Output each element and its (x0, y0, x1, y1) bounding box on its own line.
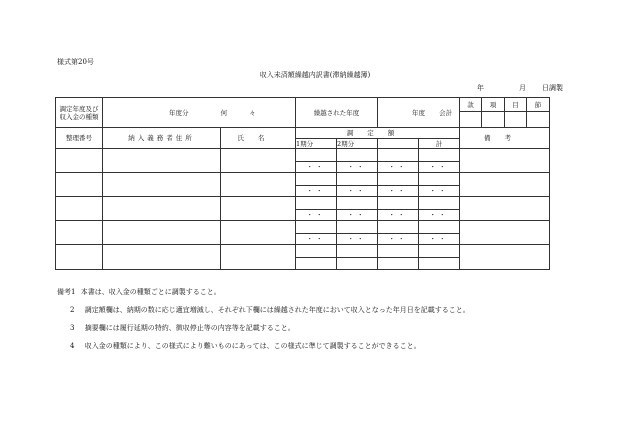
carried-year-label: 繰越された年度 (296, 98, 378, 128)
receipt-date-cell (419, 258, 460, 270)
amount-cell (419, 197, 460, 210)
amount-cell (296, 173, 337, 186)
receipt-date-placeholder: ・・ (419, 210, 460, 221)
name-cell (221, 197, 296, 221)
note-text: 摘要欄には履行延期の特約、徴収停止等の内容等を記載すること。 (84, 324, 295, 332)
fiscal-year-label-cell (56, 98, 103, 128)
amount-cell (337, 197, 378, 210)
receipt-date-cell (378, 258, 419, 270)
receipt-date-placeholder: ・・ (419, 186, 460, 197)
table-row (56, 221, 550, 234)
table-row (56, 173, 550, 186)
receipt-date-placeholder: ・・ (378, 210, 419, 221)
note-number: 4 (70, 342, 75, 350)
form-number: 様式第20号 (57, 58, 94, 66)
amount-cell (337, 149, 378, 162)
carryover-form-table (55, 97, 550, 270)
receipt-date-placeholder: ・・ (378, 234, 419, 245)
amount-cell (296, 245, 337, 258)
note-item (70, 342, 421, 351)
remarks-cell (460, 173, 550, 197)
budget-header-kan: 款 (460, 98, 482, 112)
note-number: 備考1 (57, 288, 76, 296)
col-period2: 2期分 (337, 139, 378, 149)
col-payer-address: 納入義務者住所 (103, 128, 221, 149)
note-number: 3 (70, 324, 75, 332)
amount-cell (337, 173, 378, 186)
name-cell (221, 149, 296, 173)
receipt-date-placeholder: ・・ (296, 234, 337, 245)
budget-header-kou: 項 (482, 98, 505, 112)
col-total: 計 (419, 139, 460, 149)
receipt-date-placeholder: ・・ (419, 162, 460, 173)
col-name: 氏名 (221, 128, 296, 149)
col-serial-number: 整理番号 (56, 128, 103, 149)
receipt-date-cell (337, 258, 378, 270)
table-row (56, 245, 550, 258)
receipt-date-placeholder: ・・ (337, 234, 378, 245)
header-row-fiscal (56, 98, 550, 112)
serial-cell (56, 221, 103, 245)
amount-cell (337, 245, 378, 258)
amount-cell (296, 149, 337, 162)
receipt-date-placeholder: ・・ (337, 162, 378, 173)
amount-cell (419, 173, 460, 186)
budget-header-moku: 目 (505, 98, 527, 112)
amount-cell (337, 221, 378, 234)
address-cell (103, 149, 221, 173)
document-title: 収入未済額繰越内訳書(滞納繰越簿) (259, 71, 371, 79)
date-month-label: 月 (519, 84, 526, 92)
receipt-date-placeholder: ・・ (296, 162, 337, 173)
receipt-date-placeholder: ・・ (378, 162, 419, 173)
table-row (56, 197, 550, 210)
budget-kan-value (460, 112, 482, 128)
amount-cell (378, 245, 419, 258)
serial-cell (56, 197, 103, 221)
receipt-date-placeholder: ・・ (337, 186, 378, 197)
note-item (70, 324, 295, 333)
col-period-blank (378, 139, 419, 149)
address-cell (103, 221, 221, 245)
amount-cell (419, 221, 460, 234)
amount-cell (378, 221, 419, 234)
receipt-date-placeholder: ・・ (296, 210, 337, 221)
fiscal-year-value: 年度分 (169, 108, 189, 117)
amount-cell (378, 197, 419, 210)
fiscal-year-label-line2: 収入金の種類 (59, 112, 99, 121)
receipt-date-cell (296, 258, 337, 270)
name-cell (221, 221, 296, 245)
note-text: 収入金の種類により、この様式により難いものにあっては、この様式に準じて調製することができること。 (84, 342, 421, 350)
amount-cell (378, 173, 419, 186)
col-remarks: 備考 (460, 128, 550, 149)
remarks-cell (460, 245, 550, 270)
amount-cell (378, 149, 419, 162)
budget-moku-value (505, 112, 527, 128)
accounting-label: 会計 (439, 108, 453, 117)
date-day-made-label: 日調製 (542, 84, 563, 92)
serial-cell (56, 245, 103, 270)
amount-cell (296, 221, 337, 234)
column-header-row (56, 128, 550, 139)
address-cell (103, 245, 221, 270)
note-item (57, 288, 221, 297)
note-number: 2 (70, 306, 75, 314)
fiscal-year-value-cell (103, 98, 296, 128)
note-item (70, 306, 470, 315)
kind-repeat-mark: 々 (249, 108, 256, 117)
note-text: 調定額欄は、納期の数に応じ適宜増減し、それぞれ下欄には繰越された年度において収入となった年月日を記載すること。 (84, 306, 470, 314)
serial-cell (56, 173, 103, 197)
col-period1: 1期分 (296, 139, 337, 149)
amount-cell (419, 149, 460, 162)
table-row (56, 149, 550, 162)
remarks-cell (460, 221, 550, 245)
receipt-date-placeholder: ・・ (337, 210, 378, 221)
kind-value: 何 (220, 108, 228, 117)
budget-setsu-value (527, 112, 550, 128)
carried-year-value-cell (378, 98, 460, 128)
receipt-date-placeholder: ・・ (296, 186, 337, 197)
fiscal-year-label-line1: 調定年度及び (59, 104, 99, 113)
date-year-label: 年 (477, 84, 484, 92)
name-cell (221, 173, 296, 197)
address-cell (103, 173, 221, 197)
remarks-cell (460, 197, 550, 221)
amount-cell (296, 197, 337, 210)
budget-header-setsu: 節 (527, 98, 550, 112)
note-text: 本書は、収入金の種類ごとに調製すること。 (80, 288, 221, 296)
budget-kou-value (482, 112, 505, 128)
amount-cell (419, 245, 460, 258)
receipt-date-placeholder: ・・ (378, 186, 419, 197)
receipt-date-placeholder: ・・ (419, 234, 460, 245)
name-cell (221, 245, 296, 270)
carried-year-value: 年度 (412, 108, 425, 117)
address-cell (103, 197, 221, 221)
serial-cell (56, 149, 103, 173)
remarks-cell (460, 149, 550, 173)
col-assessed-amount: 調定額 (296, 128, 460, 139)
